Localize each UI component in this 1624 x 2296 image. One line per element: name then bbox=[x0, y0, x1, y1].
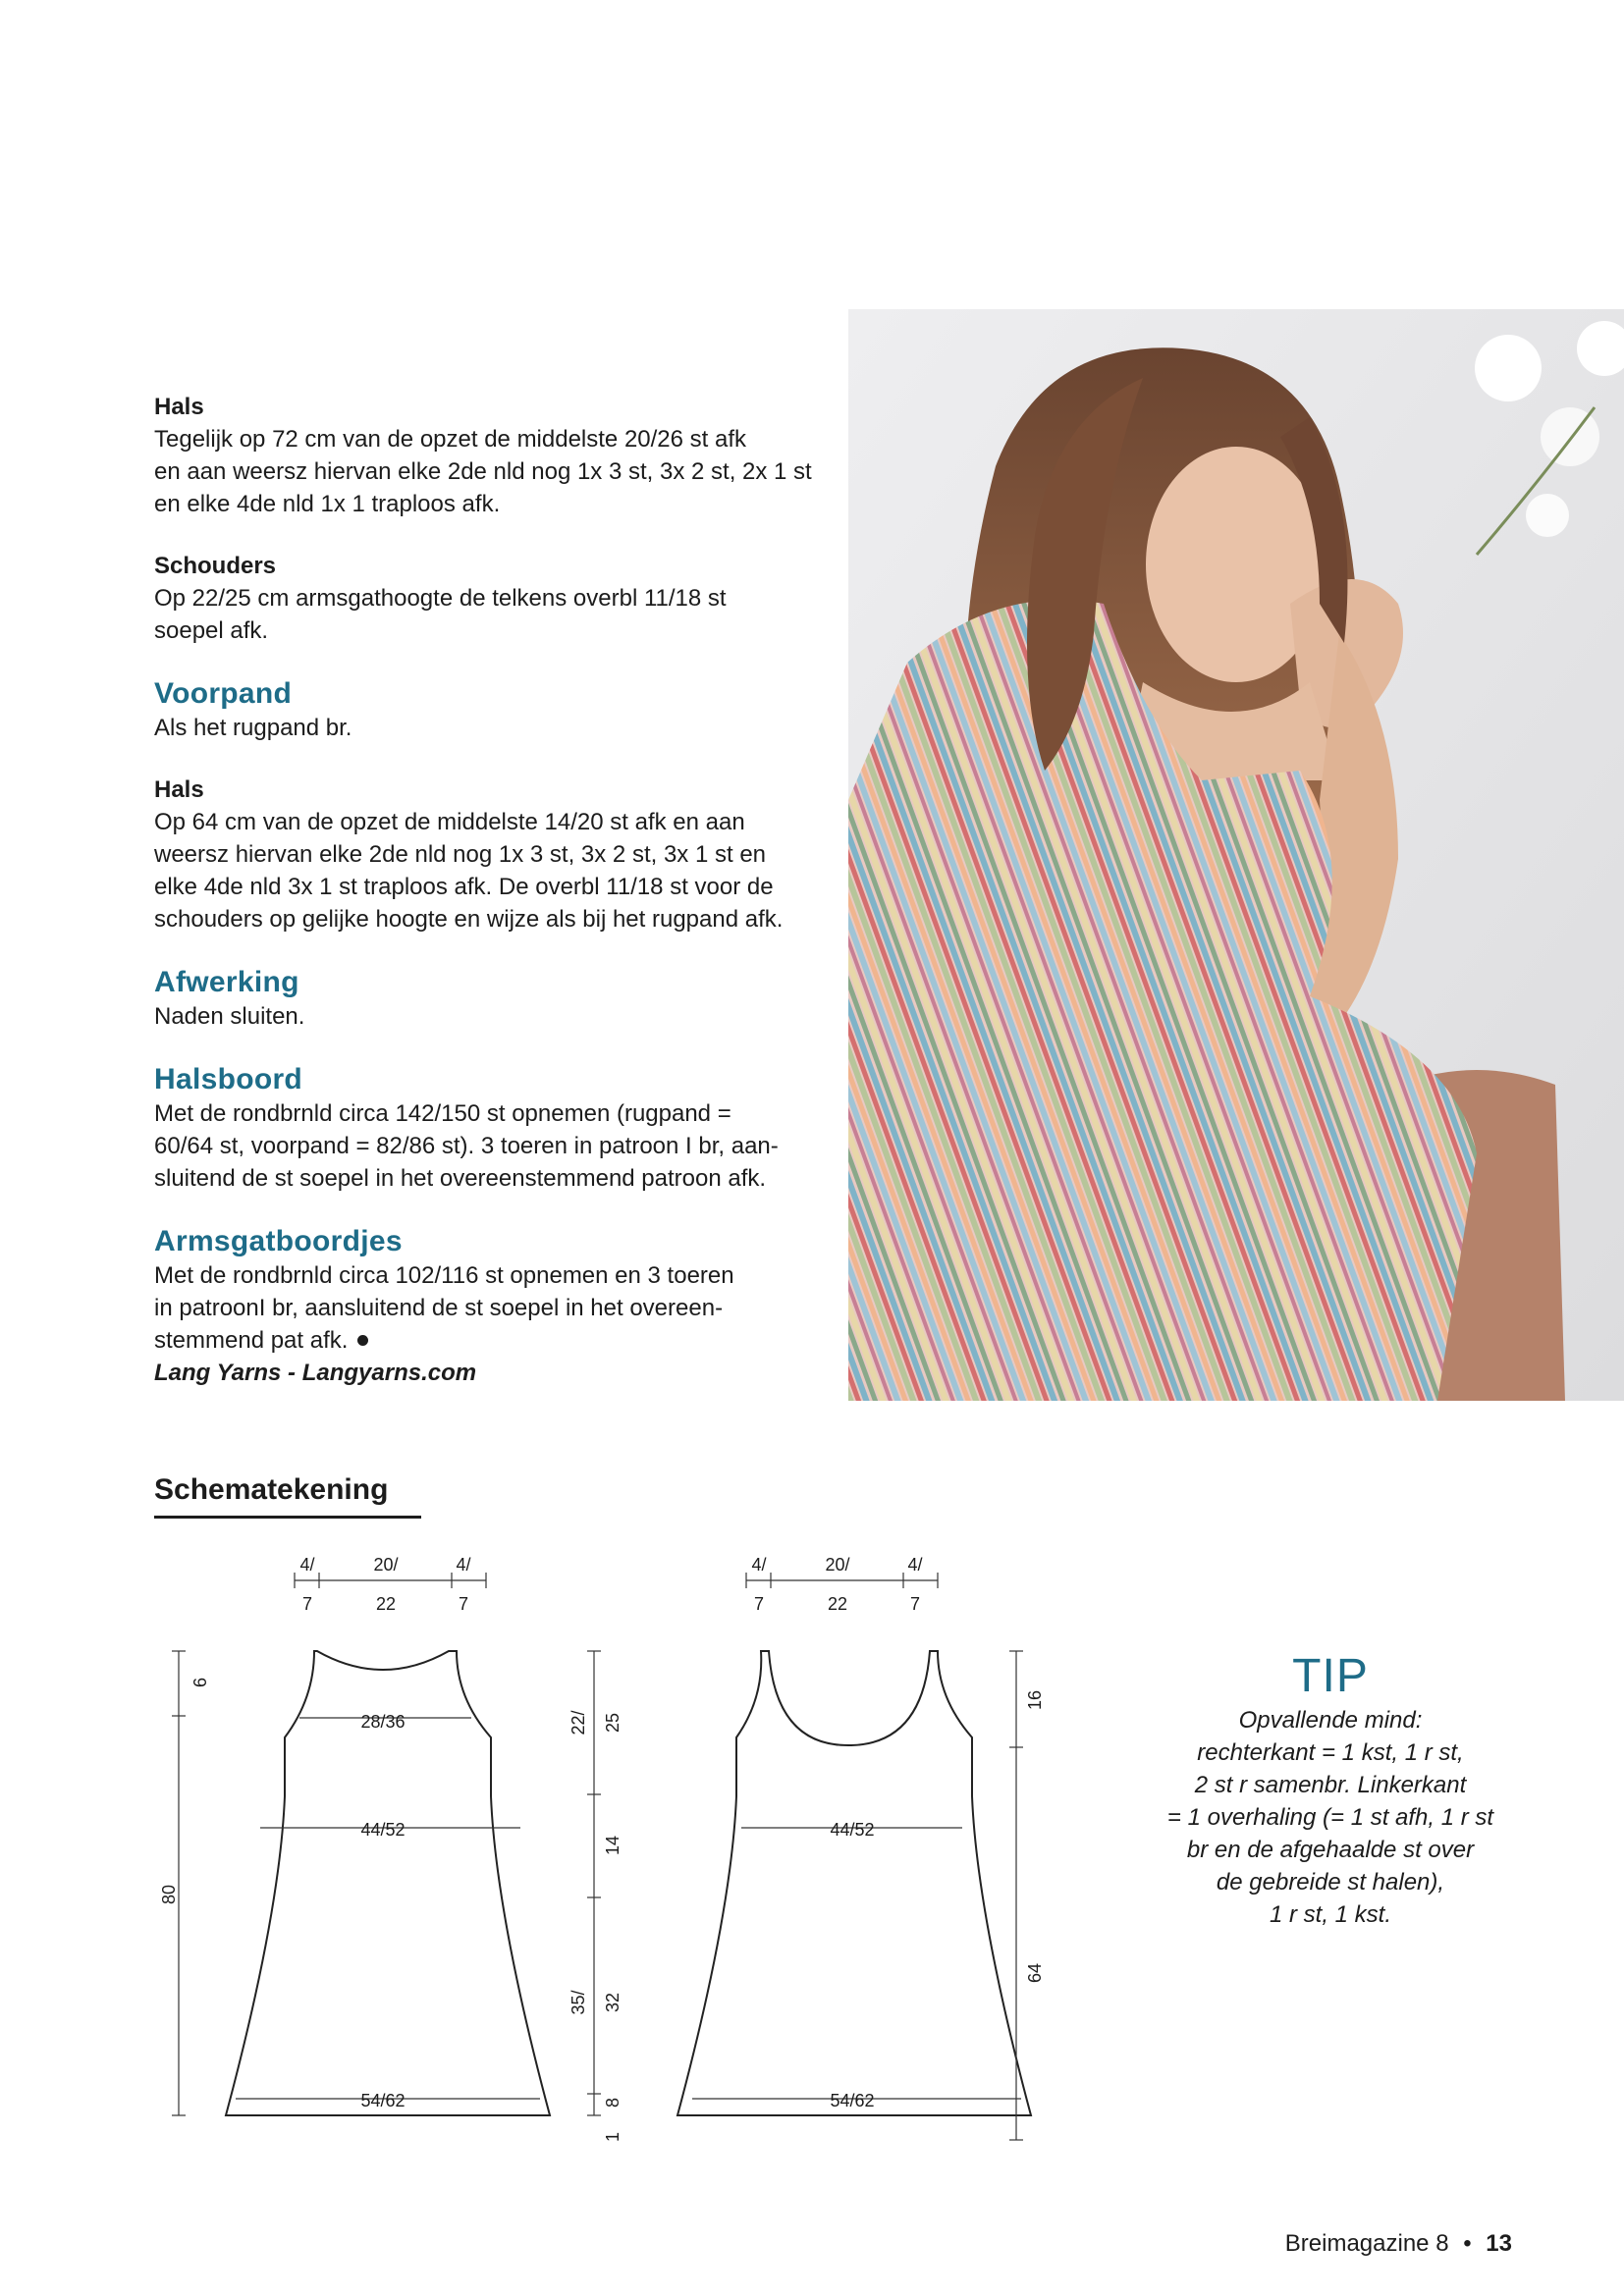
body-line: sluitend de st soepel in het overeenstemmend patroon afk. bbox=[154, 1165, 767, 1192]
back-top-right-bottom: 7 bbox=[458, 1594, 469, 1614]
armhole-inner: 25 bbox=[603, 1712, 623, 1734]
tip-line: 2 st r samenbr. Linkerkant bbox=[1194, 1772, 1467, 1798]
tip-box bbox=[1127, 1649, 1534, 1931]
back-total-height: 80 bbox=[159, 1884, 179, 1905]
front-top-right-top: 4/ bbox=[907, 1555, 923, 1575]
tip-line: br en de afgehaalde st over bbox=[1186, 1837, 1475, 1863]
schematic-title-underline bbox=[154, 1516, 421, 1519]
section-body bbox=[154, 423, 841, 520]
body-line: Tegelijk op 72 cm van de opzet de middelste 20/26 st afk bbox=[154, 426, 747, 453]
hem-band: 8 bbox=[603, 2097, 623, 2109]
page-footer bbox=[1285, 2229, 1512, 2259]
side-lower-outer: 35/ bbox=[568, 1990, 588, 2015]
section-armsgatboordjes bbox=[154, 1224, 841, 1389]
body-line: elke 4de nld 3x 1 st traploos afk. De overbl 11/18 st voor de bbox=[154, 874, 774, 900]
schematic-svg bbox=[147, 1541, 1110, 2160]
tip-line: 1 r st, 1 kst. bbox=[1269, 1901, 1392, 1928]
tip-line: Opvallende mind: bbox=[1238, 1707, 1423, 1734]
body-line: Op 64 cm van de opzet de middelste 14/20 st afk en aan bbox=[154, 809, 745, 835]
magazine-name: Breimagazine 8 bbox=[1284, 2230, 1449, 2257]
schematic-title: Schematekening bbox=[154, 1473, 389, 1506]
subheading-schouders: Schouders bbox=[154, 553, 277, 579]
end-bullet-icon bbox=[357, 1335, 368, 1346]
model-photo bbox=[848, 309, 1624, 1401]
section-body bbox=[154, 1097, 841, 1195]
section-body bbox=[154, 582, 841, 647]
pattern-text-column bbox=[154, 391, 841, 1418]
body-line: soepel afk. bbox=[154, 617, 269, 644]
heading-afwerking: Afwerking bbox=[154, 966, 299, 998]
back-top-mid-top: 20/ bbox=[373, 1555, 399, 1575]
footer-separator: • bbox=[1463, 2230, 1472, 2257]
front-top-mid-bottom: 22 bbox=[827, 1594, 848, 1614]
body-line: 60/64 st, voorpand = 82/86 st). 3 toeren in patroon I br, aan- bbox=[154, 1133, 779, 1159]
back-width-hem: 54/62 bbox=[360, 2091, 406, 2110]
section-afwerking bbox=[154, 965, 841, 1033]
front-lower-height: 64 bbox=[1025, 1962, 1045, 1984]
back-top-left-top: 4/ bbox=[299, 1555, 315, 1575]
tip-line: rechterkant = 1 kst, 1 r st, bbox=[1197, 1739, 1464, 1766]
section-body bbox=[154, 1000, 841, 1033]
body-line: en aan weersz hiervan elke 2de nld nog 1x 3 st, 3x 2 st, 2x 1 st bbox=[154, 458, 812, 485]
body-line: Naden sluiten. bbox=[154, 1003, 305, 1030]
back-top-right-top: 4/ bbox=[456, 1555, 471, 1575]
subheading-hals: Hals bbox=[154, 776, 204, 803]
hem-rib: 1 bbox=[603, 2131, 623, 2143]
side-top: 14 bbox=[603, 1835, 623, 1856]
section-schouders bbox=[154, 550, 841, 647]
tip-line: de gebreide st halen), bbox=[1216, 1869, 1445, 1896]
back-top-left-bottom: 7 bbox=[301, 1594, 313, 1614]
back-neck-depth: 6 bbox=[190, 1677, 210, 1688]
front-top-mid-top: 20/ bbox=[825, 1555, 850, 1575]
body-line: schouders op gelijke hoogte en wijze als bij het rugpand afk. bbox=[154, 906, 784, 933]
model-photo-illustration bbox=[848, 309, 1624, 1401]
section-voorpand bbox=[154, 676, 841, 744]
side-lower-inner: 32 bbox=[603, 1992, 623, 2013]
section-halsboord bbox=[154, 1062, 841, 1195]
section-hals-front bbox=[154, 774, 841, 935]
front-top-right-bottom: 7 bbox=[909, 1594, 921, 1614]
section-hals-back bbox=[154, 391, 841, 520]
body-line: Als het rugpand br. bbox=[154, 715, 352, 741]
back-width-mid: 44/52 bbox=[360, 1820, 406, 1840]
body-line: weersz hiervan elke 2de nld nog 1x 3 st, 3x 2 st, 3x 1 st en bbox=[154, 841, 767, 868]
body-line: Met de rondbrnld circa 142/150 st opnemen (rugpand = bbox=[154, 1100, 731, 1127]
credit-line: Lang Yarns - Langyarns.com bbox=[154, 1360, 477, 1386]
section-body bbox=[154, 806, 841, 935]
front-width-hem: 54/62 bbox=[830, 2091, 875, 2110]
body-line: Met de rondbrnld circa 102/116 st opnemen en 3 toeren bbox=[154, 1262, 734, 1289]
section-body bbox=[154, 712, 841, 744]
section-body bbox=[154, 1259, 841, 1357]
body-line-text: stemmend pat afk. bbox=[154, 1327, 349, 1354]
body-line bbox=[154, 1324, 841, 1357]
back-width-upper: 28/36 bbox=[360, 1712, 406, 1732]
heading-halsboord: Halsboord bbox=[154, 1063, 303, 1095]
front-neck-depth: 16 bbox=[1025, 1689, 1045, 1711]
tip-line: = 1 overhaling (= 1 st afh, 1 r st bbox=[1166, 1804, 1494, 1831]
heading-armsgatboordjes: Armsgatboordjes bbox=[154, 1225, 403, 1257]
page-number: 13 bbox=[1486, 2230, 1512, 2257]
armhole-outer: 22/ bbox=[568, 1710, 588, 1735]
back-top-mid-bottom: 22 bbox=[375, 1594, 397, 1614]
heading-voorpand: Voorpand bbox=[154, 677, 293, 710]
front-width-mid: 44/52 bbox=[830, 1820, 875, 1840]
tip-title: TIP bbox=[1292, 1650, 1369, 1702]
body-line: in patroonI br, aansluitend de st soepel in het overeen- bbox=[154, 1295, 724, 1321]
body-line: Op 22/25 cm armsgathoogte de telkens overbl 11/18 st bbox=[154, 585, 727, 612]
tip-body bbox=[1127, 1704, 1534, 1931]
front-top-left-bottom: 7 bbox=[753, 1594, 765, 1614]
subheading-hals: Hals bbox=[154, 394, 204, 420]
body-line: en elke 4de nld 1x 1 traploos afk. bbox=[154, 491, 501, 517]
front-top-left-top: 4/ bbox=[751, 1555, 767, 1575]
schematic-diagram bbox=[147, 1541, 1110, 2164]
